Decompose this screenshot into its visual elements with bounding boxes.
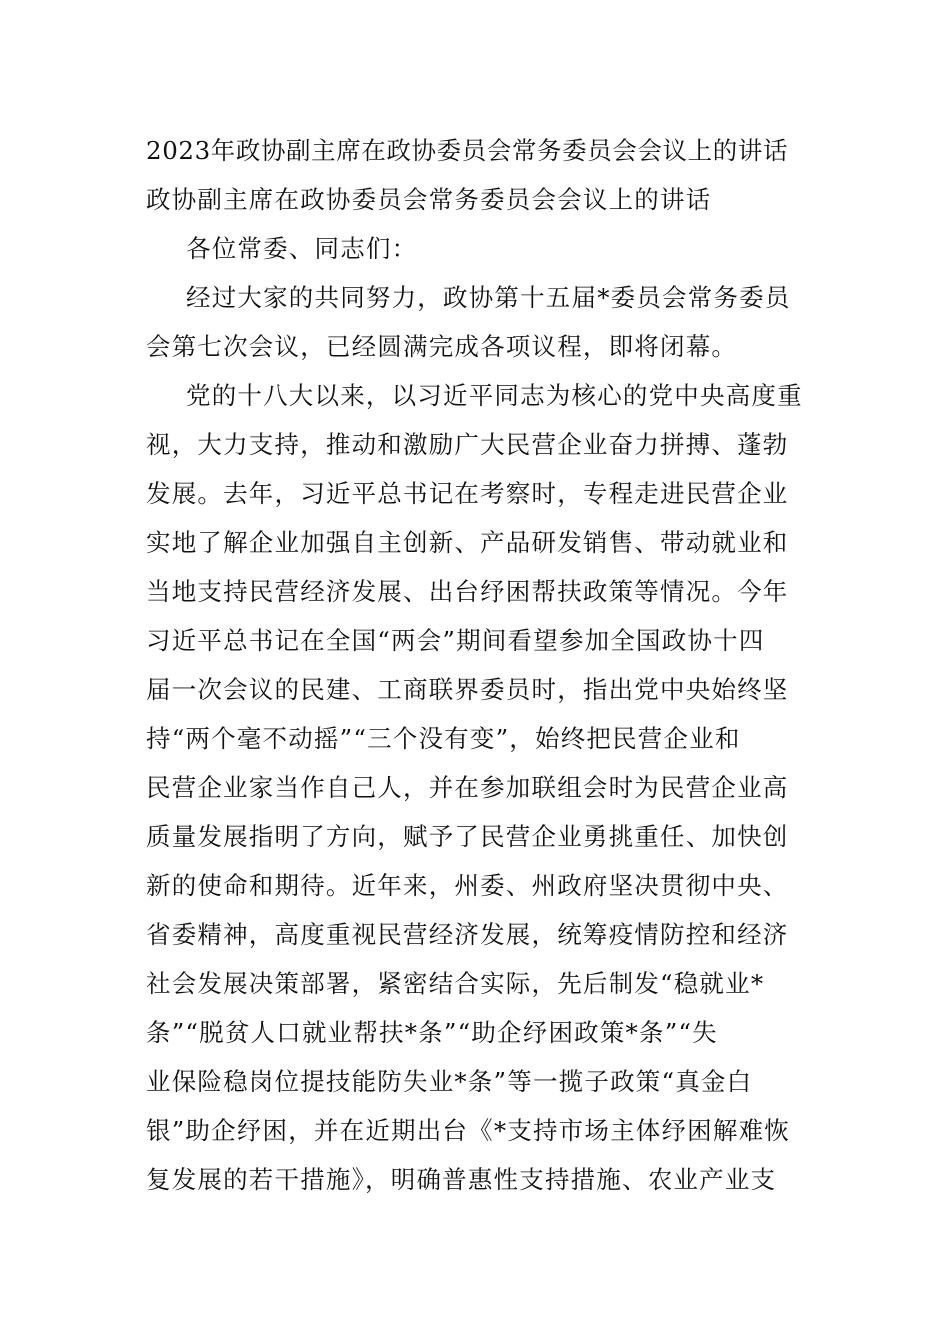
paragraph-2-line: 实地了解企业加强自主创新、产品研发销售、带动就业和 bbox=[146, 528, 789, 557]
paragraph-2-line: 习近平总书记在全国“两会”期间看望参加全国政协十四 bbox=[146, 626, 765, 655]
paragraph-2-line: 党的十八大以来，以习近平同志为核心的党中央高度重 bbox=[186, 381, 803, 410]
paragraph-2-line: 视，大力支持，推动和激励广大民营企业奋力拼搏、蓬勃 bbox=[146, 430, 789, 459]
document-subtitle: 政协副主席在政协委员会常务委员会会议上的讲话 bbox=[146, 185, 712, 214]
document-body bbox=[146, 126, 806, 1204]
paragraph-2-line: 银”助企纾困，并在近期出台《*支持市场主体纾困解难恢 bbox=[146, 1116, 790, 1145]
paragraph-2-line: 业保险稳岗位提技能防失业*条”等一揽子政策“真金白 bbox=[146, 1067, 753, 1096]
document-title: 2023年政协副主席在政协委员会常务委员会会议上的讲话 bbox=[146, 136, 789, 165]
paragraph-2-line: 民营企业家当作自己人，并在参加联组会时为民营企业高 bbox=[146, 773, 789, 802]
paragraph-2-line: 条”“脱贫人口就业帮扶*条”“助企纾困政策*条”“失 bbox=[146, 1018, 718, 1047]
paragraph-2-line: 省委精神，高度重视民营经济发展，统筹疫情防控和经济 bbox=[146, 920, 789, 949]
paragraph-2-line: 届一次会议的民建、工商联界委员时，指出党中央始终坚 bbox=[146, 675, 789, 704]
paragraph-2-line: 发展。去年，习近平总书记在考察时，专程走进民营企业 bbox=[146, 479, 789, 508]
paragraph-2-line: 复发展的若干措施》，明确普惠性支持措施、农业产业支 bbox=[146, 1165, 777, 1194]
paragraph-2-line: 新的使命和期待。近年来，州委、州政府坚决贯彻中央、 bbox=[146, 871, 789, 900]
paragraph-2-line: 当地支持民营经济发展、出台纾困帮扶政策等情况。今年 bbox=[146, 577, 789, 606]
greeting: 各位常委、同志们： bbox=[186, 234, 418, 263]
paragraph-2-line: 质量发展指明了方向，赋予了民营企业勇挑重任、加快创 bbox=[146, 822, 789, 851]
paragraph-1-line: 会第七次会议，已经圆满完成各项议程，即将闭幕。 bbox=[146, 332, 738, 361]
paragraph-1-line: 经过大家的共同努力，政协第十五届*委员会常务委员 bbox=[186, 283, 791, 312]
paragraph-2-line: 持“两个毫不动摇”“三个没有变”，始终把民营企业和 bbox=[146, 724, 741, 753]
paragraph-2-line: 社会发展决策部署，紧密结合实际，先后制发“稳就业* bbox=[146, 969, 765, 998]
